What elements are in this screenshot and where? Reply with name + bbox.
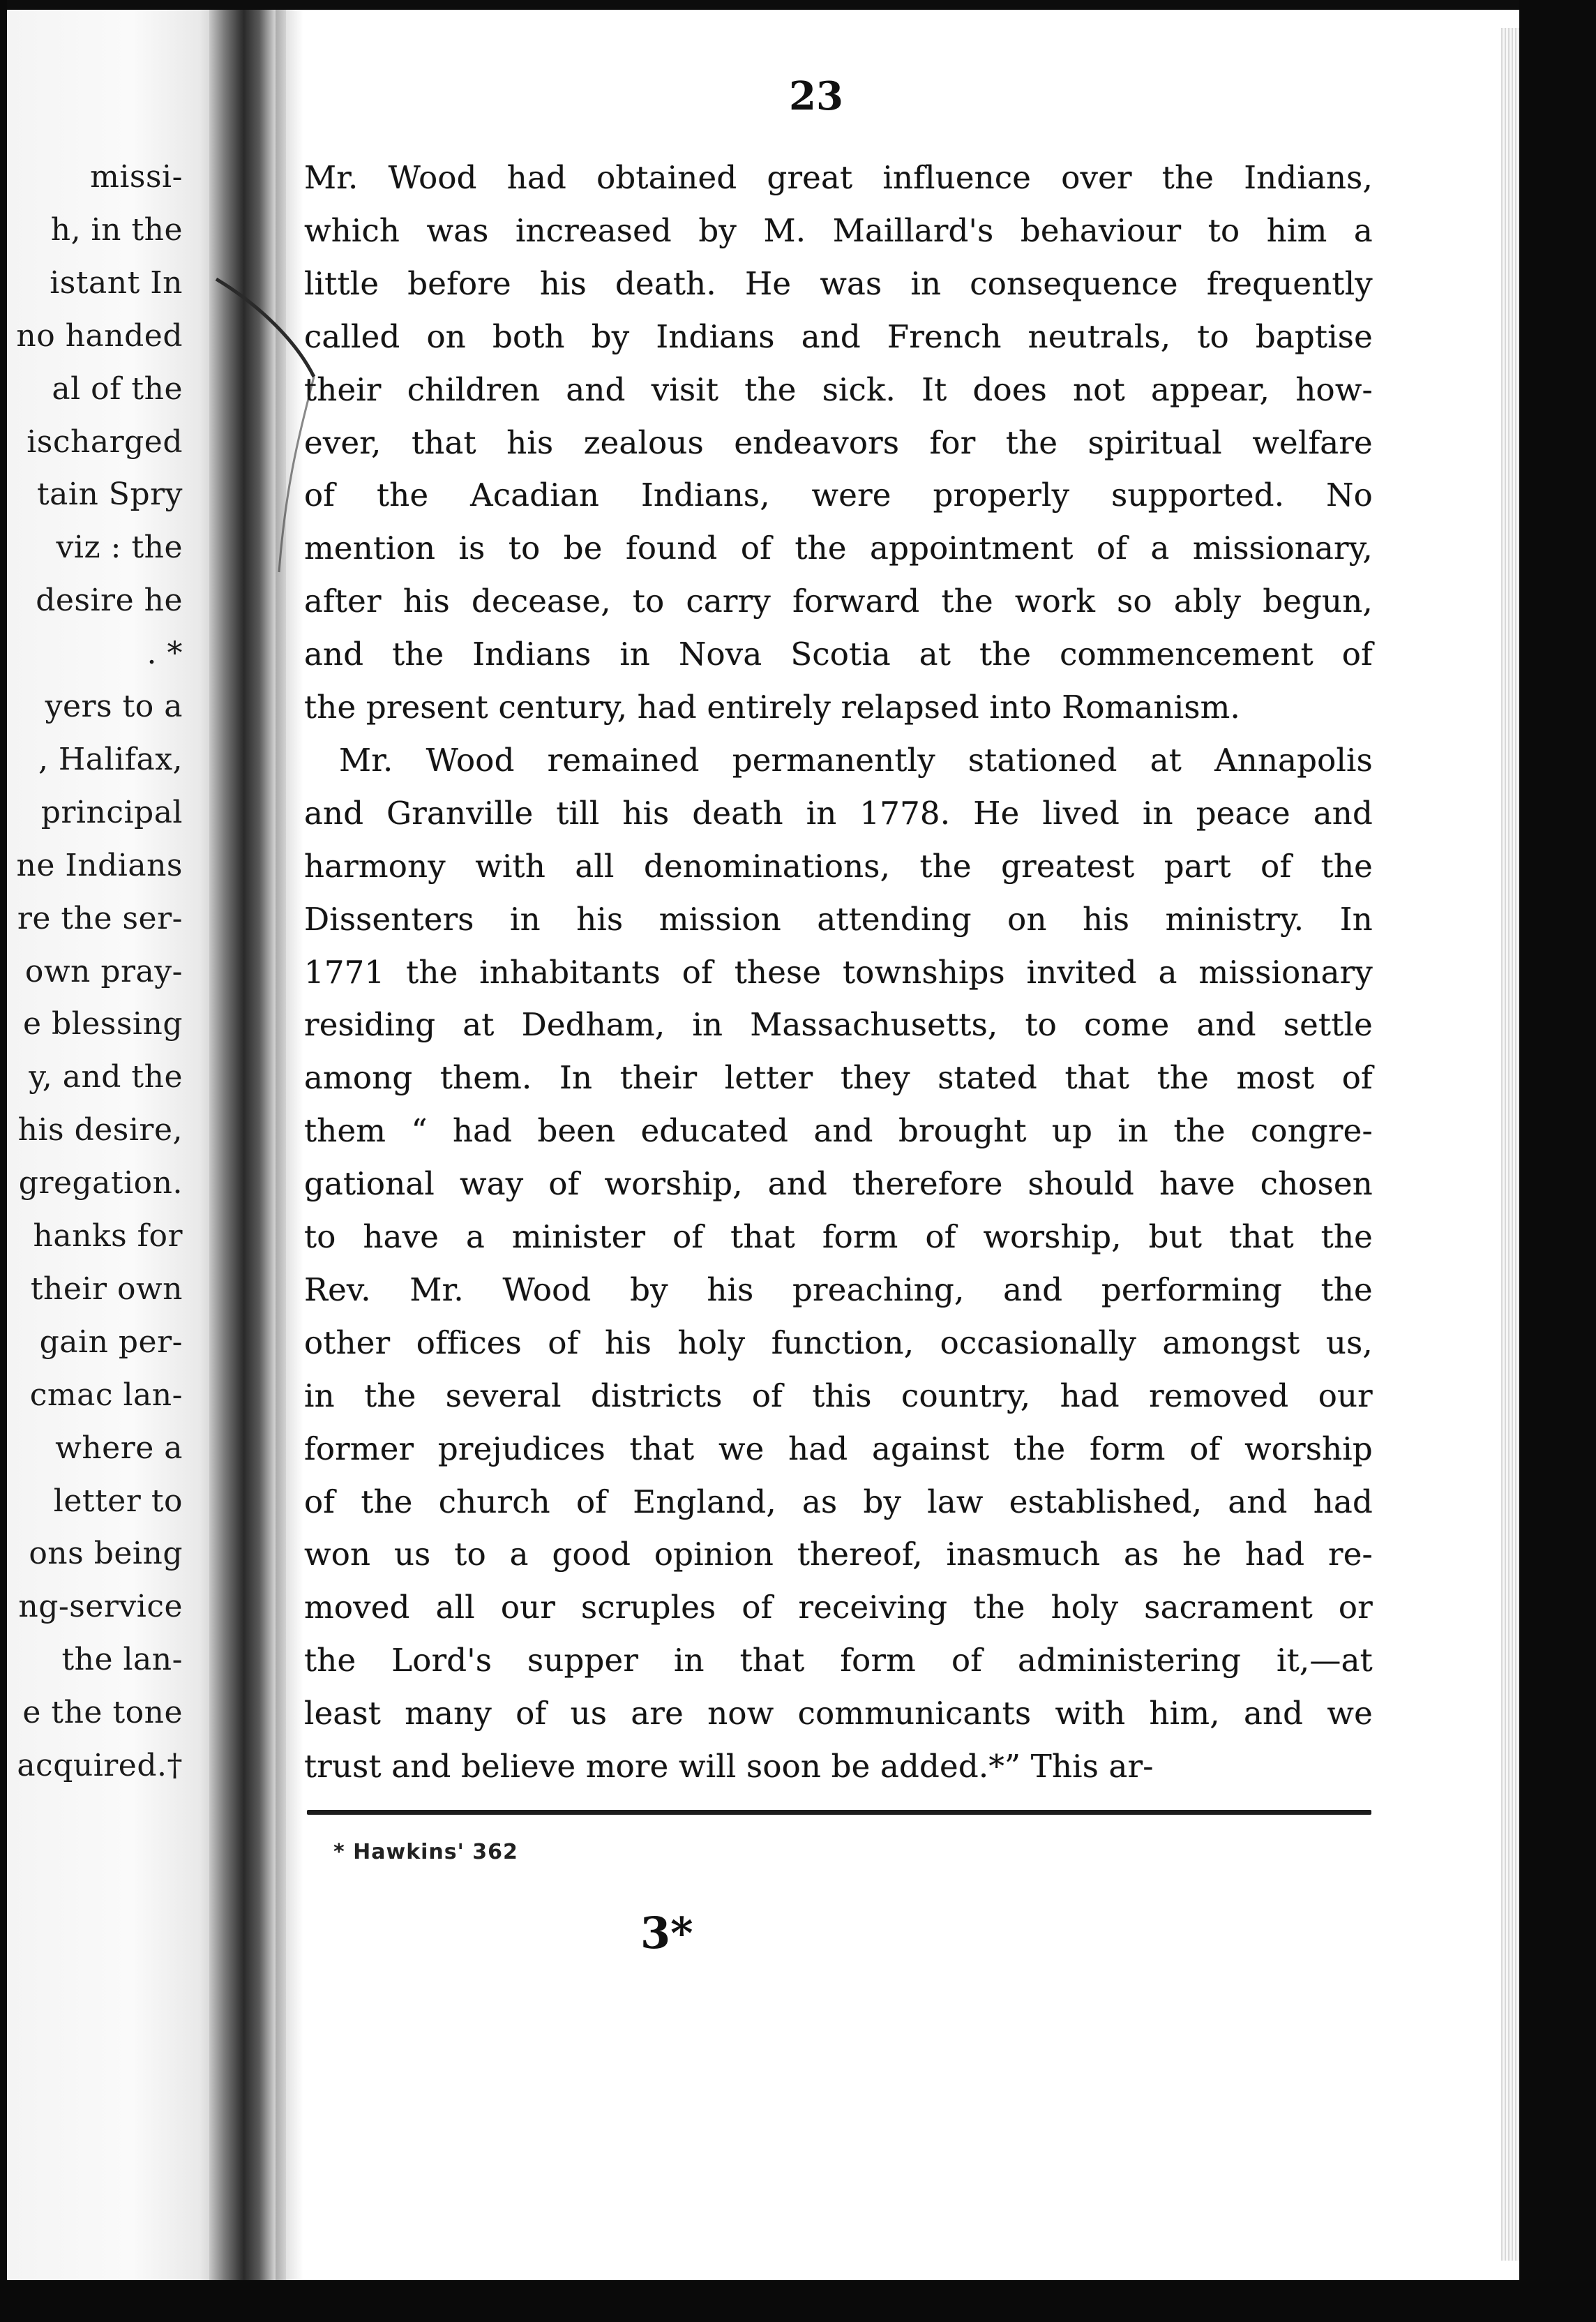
scan-border-top bbox=[0, 0, 1596, 10]
footnote-rule bbox=[307, 1810, 1371, 1815]
facing-page-line: no handed bbox=[16, 318, 183, 354]
text-line: won us to a good opinion thereof, inasmuch as he had re- bbox=[304, 1536, 1373, 1573]
facing-page-line: , Halifax, bbox=[38, 742, 183, 777]
text-line: other offices of his holy function, occasionally amongst us, bbox=[304, 1324, 1373, 1361]
facing-page-line: gain per- bbox=[39, 1324, 183, 1360]
text-line: to have a minister of that form of worship, but that the bbox=[304, 1218, 1373, 1255]
text-line: of the church of England, as by law established, and had bbox=[304, 1483, 1373, 1520]
facing-page-fragment bbox=[7, 10, 216, 2280]
text-line: and Granville till his death in 1778. He lived in peace and bbox=[304, 795, 1373, 832]
facing-page-line: acquired.† bbox=[17, 1748, 183, 1783]
facing-page-line: his desire, bbox=[17, 1112, 183, 1148]
text-line: and the Indians in Nova Scotia at the commencement of bbox=[304, 636, 1373, 673]
page-edge-stack bbox=[1501, 28, 1519, 2261]
facing-page-line: letter to bbox=[53, 1483, 183, 1519]
page-number: 23 bbox=[789, 73, 843, 119]
facing-page-line: hanks for bbox=[33, 1218, 183, 1254]
text-line: after his decease, to carry forward the work so ably begun, bbox=[304, 583, 1373, 620]
gutter-shadow bbox=[276, 10, 303, 2280]
facing-page-line: their own bbox=[30, 1271, 183, 1307]
text-line: which was increased by M. Maillard's behaviour to him a bbox=[304, 212, 1373, 249]
text-line: Mr. Wood had obtained great influence over the Indians, bbox=[304, 159, 1373, 196]
facing-page-line: own pray- bbox=[24, 954, 183, 989]
facing-page-line: ischarged bbox=[27, 424, 183, 460]
facing-page-line: h, in the bbox=[50, 212, 183, 248]
text-line: trust and believe more will soon be added.*” This ar- bbox=[304, 1748, 1154, 1785]
text-line: mention is to be found of the appointment of a missionary, bbox=[304, 530, 1373, 567]
facing-page-line: principal bbox=[40, 795, 183, 830]
text-line: least many of us are now communicants with him, and we bbox=[304, 1695, 1373, 1732]
footnote: * Hawkins' 362 bbox=[333, 1840, 518, 1864]
facing-page-line: tain Spry bbox=[36, 477, 183, 512]
text-line: them “ had been educated and brought up in the congre- bbox=[304, 1112, 1373, 1149]
text-line: Rev. Mr. Wood by his preaching, and performing the bbox=[304, 1271, 1373, 1308]
facing-page-line: ons being bbox=[29, 1536, 183, 1571]
text-line: little before his death. He was in consequence frequently bbox=[304, 265, 1373, 302]
text-line: 1771 the inhabitants of these townships invited a missionary bbox=[304, 954, 1373, 991]
text-line: their children and visit the sick. It does not appear, how- bbox=[304, 371, 1373, 408]
facing-page-line: . * bbox=[146, 636, 183, 671]
text-line: among them. In their letter they stated that the most of bbox=[304, 1059, 1373, 1096]
facing-page-line: yers to a bbox=[45, 689, 183, 724]
book-gutter bbox=[209, 10, 286, 2280]
facing-page-line: cmac lan- bbox=[29, 1377, 183, 1413]
text-line: gational way of worship, and therefore should have chosen bbox=[304, 1165, 1373, 1202]
facing-page-line: gregation. bbox=[18, 1165, 183, 1201]
text-line: Mr. Wood remained permanently stationed at Annapolis bbox=[339, 742, 1373, 779]
facing-page-line: missi‑ bbox=[90, 159, 183, 195]
text-line: former prejudices that we had against the form of worship bbox=[304, 1430, 1373, 1467]
text-line: in the several districts of this country, had removed our bbox=[304, 1377, 1373, 1414]
facing-page-line: istant In bbox=[50, 265, 183, 301]
facing-page-line: ng-service bbox=[18, 1589, 183, 1624]
text-line: harmony with all denominations, the greatest part of the bbox=[304, 848, 1373, 885]
text-line: of the Acadian Indians, were properly supported. No bbox=[304, 477, 1373, 514]
facing-page-line: al of the bbox=[52, 371, 183, 407]
text-line: residing at Dedham, in Massachusetts, to come and settle bbox=[304, 1006, 1373, 1043]
text-line: ever, that his zealous endeavors for the spiritual welfare bbox=[304, 424, 1373, 461]
facing-page-line: desire he bbox=[36, 583, 183, 618]
text-line: moved all our scruples of receiving the holy sacrament or bbox=[304, 1589, 1373, 1626]
facing-page-line: re the ser- bbox=[17, 901, 183, 936]
signature-mark: 3* bbox=[640, 1908, 693, 1958]
facing-page-line: y, and the bbox=[29, 1059, 183, 1095]
facing-page-line: ne Indians bbox=[16, 848, 183, 883]
scan-border-right bbox=[1519, 0, 1596, 2322]
scan-border-bottom bbox=[0, 2280, 1596, 2322]
facing-page-line: e blessing bbox=[22, 1006, 183, 1042]
text-line: the present century, had entirely relapsed into Romanism. bbox=[304, 689, 1240, 726]
scan-border-left bbox=[0, 0, 7, 2322]
facing-page-line: the lan- bbox=[61, 1642, 183, 1677]
facing-page-line: viz : the bbox=[56, 530, 183, 565]
facing-page-line: e the tone bbox=[22, 1695, 183, 1730]
text-line: Dissenters in his mission attending on his ministry. In bbox=[304, 901, 1373, 938]
facing-page-line: where a bbox=[55, 1430, 183, 1466]
text-line: the Lord's supper in that form of administering it,—at bbox=[304, 1642, 1373, 1679]
text-line: called on both by Indians and French neutrals, to baptise bbox=[304, 318, 1373, 355]
